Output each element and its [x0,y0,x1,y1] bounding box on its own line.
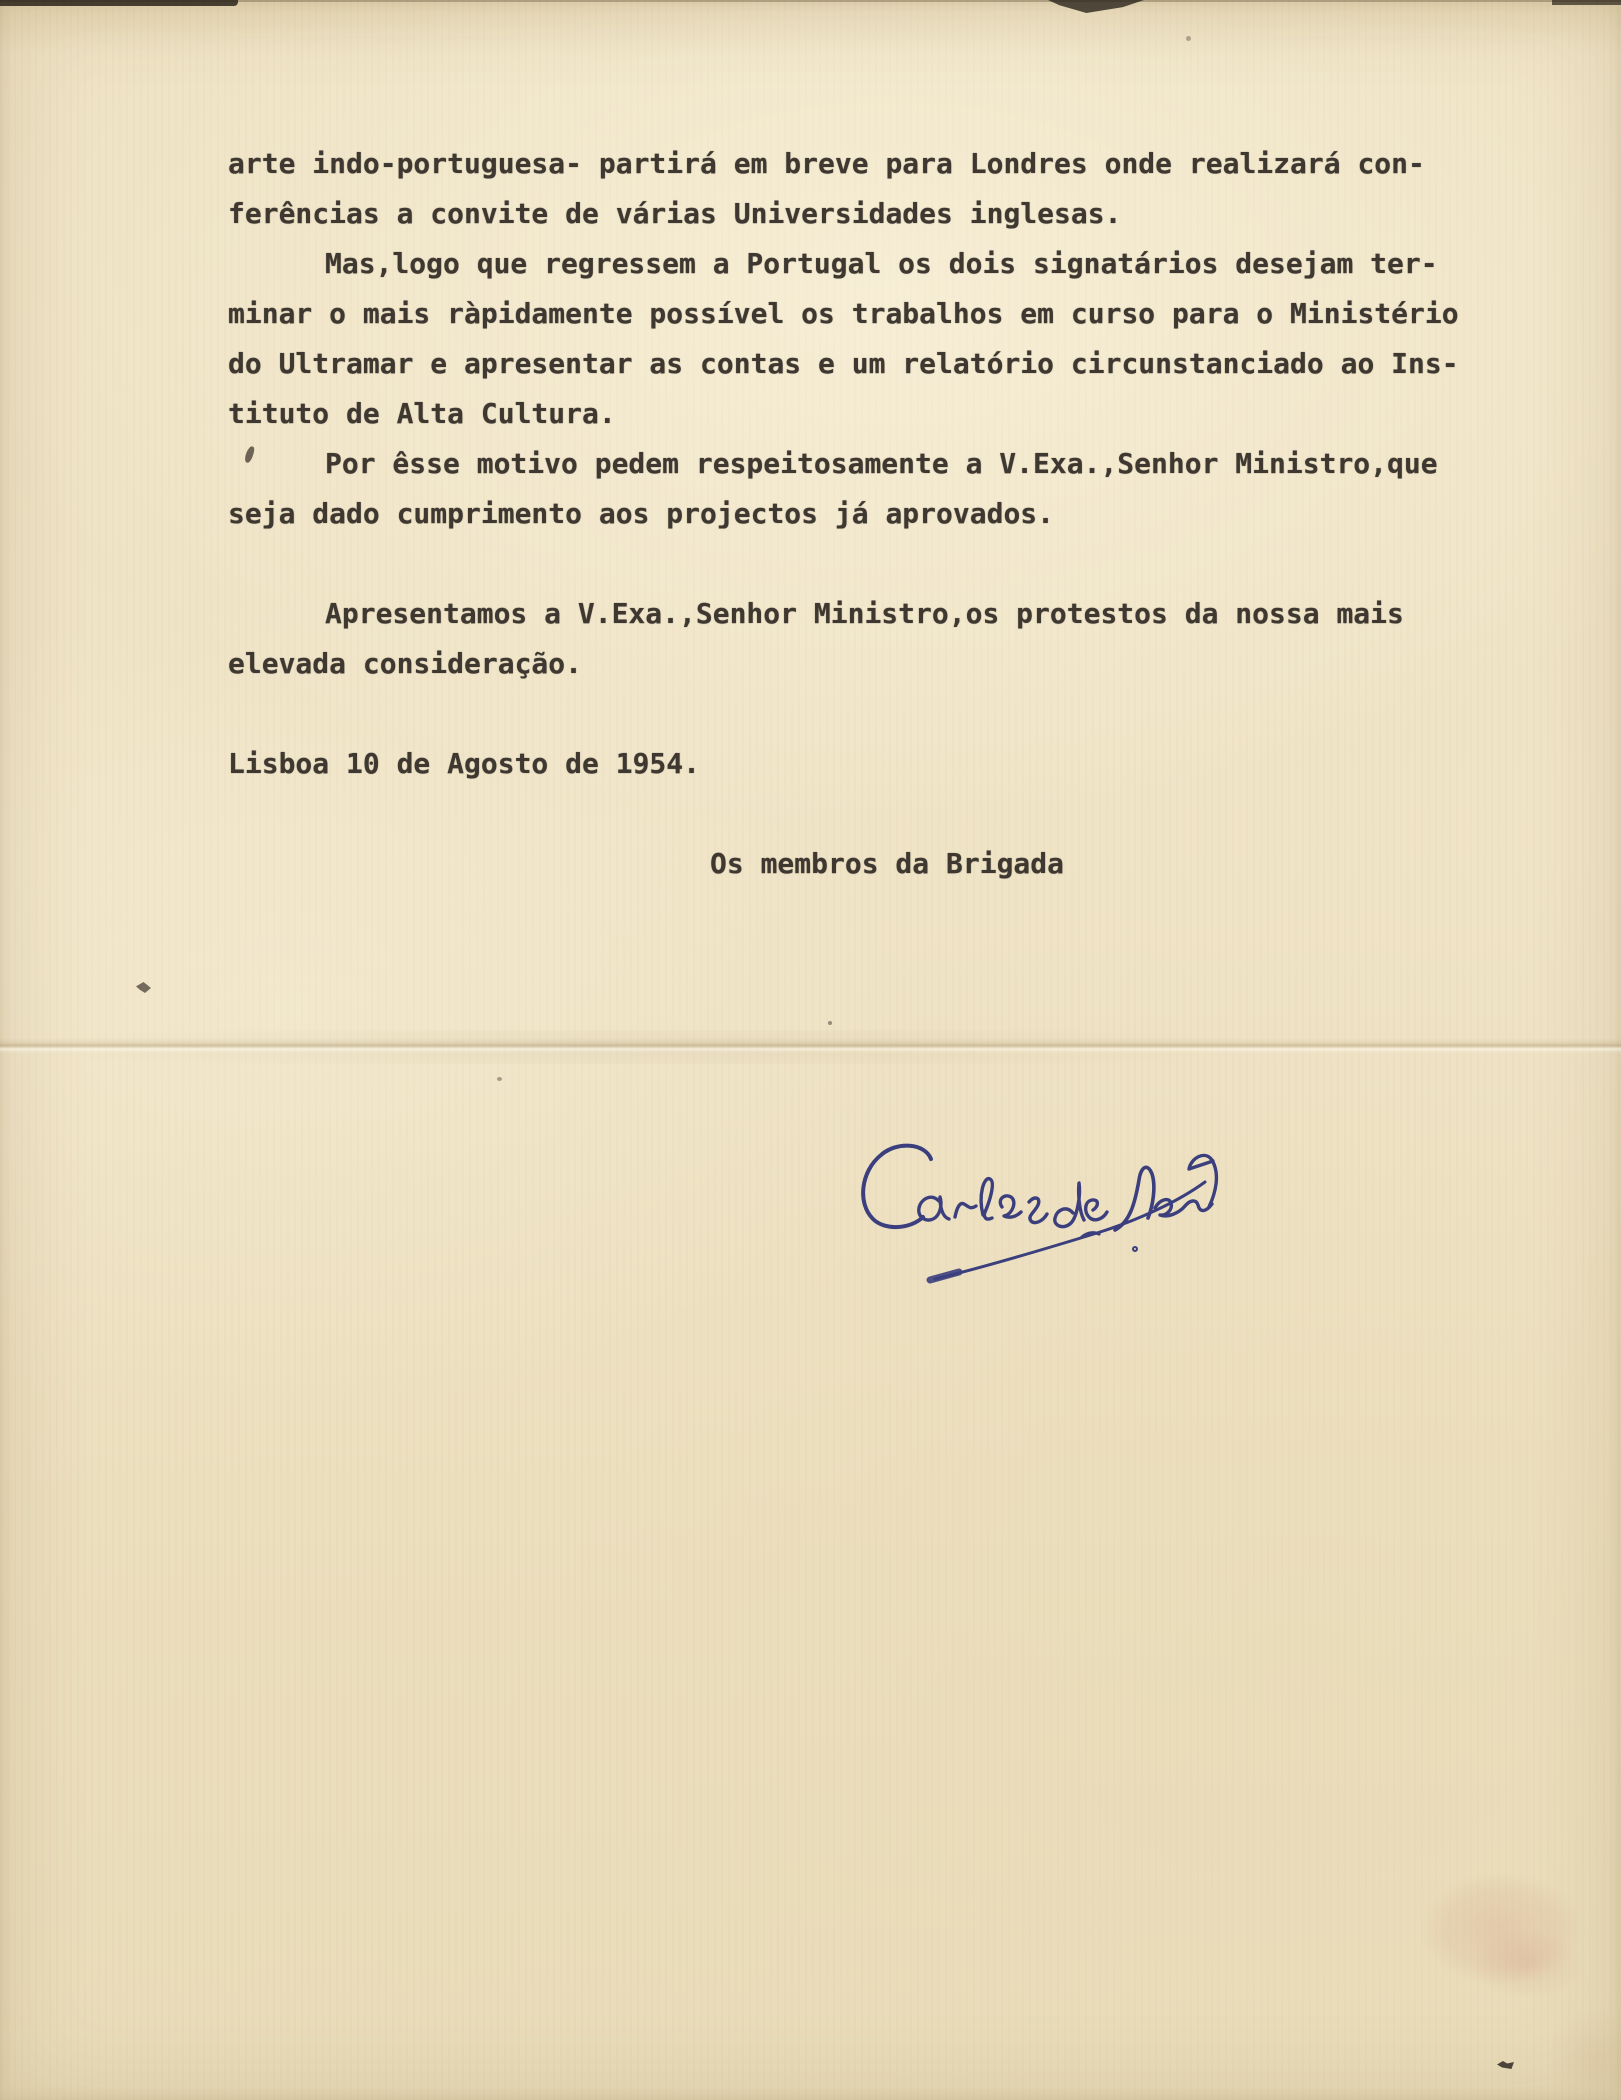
letter-line: seja dado cumprimento aos projectos já aprovados. [228,497,1055,530]
paper-speck [136,982,151,993]
scan-edge-artifact [1552,0,1621,5]
letter-line: Mas,logo que regressem a Portugal os dois signatários desejam ter- [325,247,1438,280]
letter-line: do Ultramar e apresentar as contas e um relatório circunstanciado ao Ins- [228,347,1459,380]
letter-line: ferências a convite de várias Universidades inglesas. [228,197,1122,230]
letter-line: elevada consideração. [228,647,583,680]
letter-line: arte indo-portuguesa- partirá em breve para Londres onde realizará con- [228,147,1425,180]
letter-line: Por êsse motivo pedem respeitosamente a V.Exa.,Senhor Ministro,que [325,447,1438,480]
paper-speck [1186,36,1191,41]
paper-speck [497,1077,502,1081]
blank-line [228,789,1508,839]
signature-carlos-de-azevedo [835,1133,1225,1293]
blank-line [228,539,1508,589]
scan-edge-artifact [0,0,238,6]
paper-speck [1497,2059,1514,2069]
scan-top-edge [0,0,1621,2]
letter-closing: Os membros da Brigada [710,847,1065,880]
letter-dateline: Lisboa 10 de Agosto de 1954. [228,747,701,780]
paper-speck [828,1021,832,1025]
letter-body [228,139,1508,889]
scan-edge-artifact [1048,0,1144,13]
letter-line: tituto de Alta Cultura. [228,397,616,430]
letter-line: minar o mais ràpidamente possível os trabalhos em curso para o Ministério [228,297,1459,330]
letter-line: Apresentamos a V.Exa.,Senhor Ministro,os protestos da nossa mais [325,597,1404,630]
blank-line [228,689,1508,739]
fold-crease [0,1038,1621,1054]
